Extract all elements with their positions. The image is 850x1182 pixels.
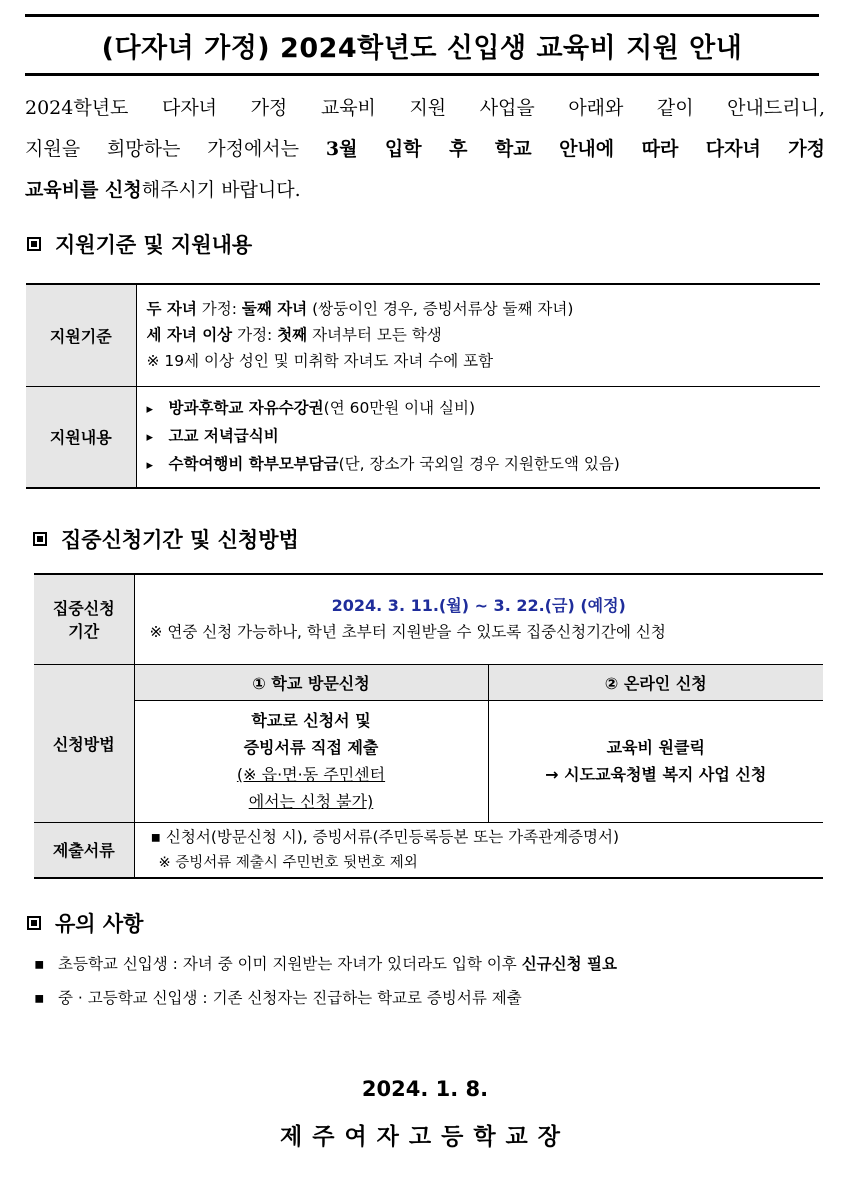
method2-body [488,700,823,822]
criteria-row [147,296,820,322]
section-heading-notes [27,908,143,938]
content-bold: 수학여행비 학부모부담금 [168,454,339,473]
content-bold: 고교 저녁급식비 [168,426,279,445]
method1-line: (※ 읍·면·동 주민센터 [236,765,386,784]
method2-line: → 시도교육청별 복지 사업 신청 [545,765,767,784]
support-table [26,283,820,489]
intro-line-2 [25,129,825,170]
content-item [147,395,820,423]
criteria-bold: 두 자녀 [146,300,197,319]
school-signature: 제주여자고등학교장 [280,1124,570,1150]
method1-line: 증빙서류 직접 제출 [243,738,379,757]
intro-line-1: 2024학년도 다자녀 가정 교육비 지원 사업을 아래와 같이 안내드리니, [25,97,825,119]
intro-emphasis: 3월 입학 후 학교 안내에 따라 다자녀 가정 [325,138,825,160]
section-heading-text: 유의 사항 [55,912,144,936]
criteria-text: 가정: [232,326,278,345]
note-emphasis: 신규신청 필요 [521,955,617,973]
intro-text: 지원을 희망하는 가정에서는 [25,138,326,160]
docs-note: ※ 증빙서류 제출시 주민번호 뒷번호 제외 [158,854,418,871]
section-heading-application [33,524,299,554]
criteria-content [136,284,820,386]
method1-head: ① 학교 방문신청 [134,664,488,700]
section-heading-text: 지원기준 및 지원내용 [55,233,253,257]
content-label: 지원내용 [26,386,136,488]
criteria-bold: 첫째 [277,326,308,345]
method1-line: 학교로 신청서 및 [251,711,371,730]
intro-line-3 [25,170,825,211]
content-list [136,386,820,488]
docs-content [134,822,823,878]
method-label: 신청방법 [34,664,134,822]
note-item [34,947,617,981]
criteria-bold: 세 자녀 이상 [146,326,233,345]
criteria-text: (쌍둥이인 경우, 증빙서류상 둘째 자녀) [307,300,574,319]
square-bullet-icon [27,916,41,930]
content-text: (연 60만원 이내 실비) [323,398,476,417]
page-title: (다자녀 가정) 2024학년도 신입생 교육비 지원 안내 [101,32,743,64]
criteria-label: 지원기준 [26,284,136,386]
note-text: 초등학교 신입생 : 자녀 중 이미 지원받는 자녀가 있더라도 입학 이후 [58,955,522,973]
criteria-text: 자녀부터 모든 학생 [307,326,442,345]
period-date: 2024. 3. 11.(월) ~ 3. 22.(금) (예정) [331,596,626,616]
note-item [34,981,617,1015]
period-note: ※ 연중 신청 가능하나, 학년 초부터 지원받을 수 있도록 집중신청기간에 신청 [149,623,666,642]
method2-line: 교육비 원클릭 [606,738,705,757]
content-item [147,451,820,479]
application-table [34,573,823,879]
criteria-note: ※ 19세 이상 성인 및 미취학 자녀도 자녀 수에 포함 [146,352,494,371]
section-heading-text: 집중신청기간 및 신청방법 [61,528,299,552]
section-heading-support [27,229,252,259]
period-label-line: 집중신청 [52,599,115,619]
criteria-bold: 둘째 자녀 [241,300,308,319]
criteria-row [147,322,820,348]
method1-body [134,700,488,822]
method1-line: 에서는 신청 불가) [248,792,374,811]
criteria-text: 가정: [196,300,242,319]
intro-text-2: 해주시기 바랍니다. [141,179,301,201]
notes-list [34,947,617,1015]
square-bullet-icon [27,237,41,251]
content-item [147,423,820,451]
square-bullet-icon [33,532,47,546]
document-date: 2024. 1. 8. [361,1077,489,1101]
intro-paragraph [25,88,825,211]
title-box [25,14,819,76]
period-label-line: 기간 [68,622,100,642]
period-label [34,574,134,664]
note-text: 중 · 고등학교 신입생 : 기존 신청자는 진급하는 학교로 증빙서류 제출 [58,989,522,1007]
period-content [134,574,823,664]
docs-line: ▪ 신청서(방문신청 시), 증빙서류(주민등록등본 또는 가족관계증명서) [150,827,620,846]
method2-head: ② 온라인 신청 [488,664,823,700]
docs-label: 제출서류 [34,822,134,878]
intro-emphasis-2: 교육비를 신청 [25,179,142,201]
content-bold: 방과후학교 자유수강권 [168,398,324,417]
content-text: (단, 장소가 국외일 경우 지원한도액 있음) [338,454,620,473]
